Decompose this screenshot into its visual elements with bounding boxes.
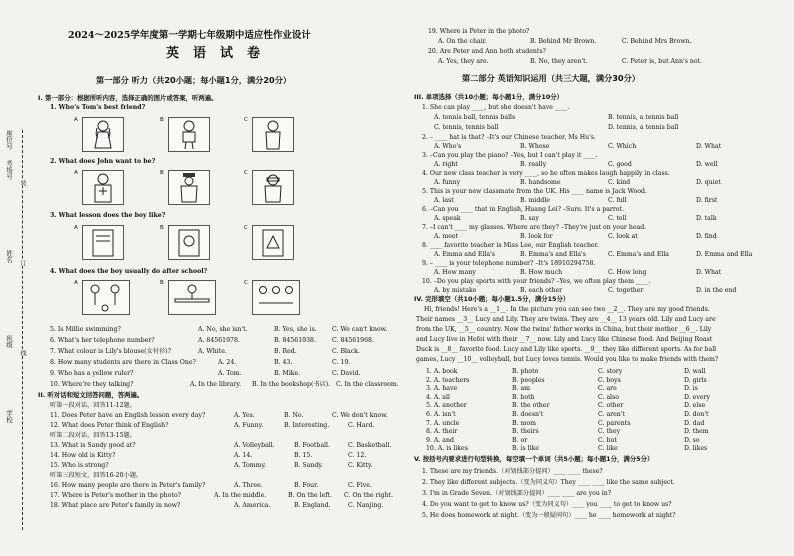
mc-q5-option-b[interactable]: B. middle — [520, 197, 550, 204]
q10-option-a[interactable]: A. In the library. — [190, 381, 242, 388]
mc-q2-option-c[interactable]: C. Which — [608, 143, 637, 150]
cloze-q1-option-c[interactable]: C. story — [598, 368, 623, 375]
mc-q1-option-a[interactable]: A. tennis ball, tennis balls — [434, 114, 516, 121]
mc-q4-option-a[interactable]: A. funny — [434, 179, 461, 186]
cloze-q1-option-b[interactable]: B. photo — [512, 368, 539, 375]
q2-picture-a — [82, 170, 124, 205]
cloze-line: from the UK, __5__ country. Now the twins' father works in China, but their mother __6__. Lily — [416, 326, 712, 333]
q20-option-b[interactable]: B. No, they aren't. — [530, 58, 588, 65]
q8-text: 8. How many students are there in Class One? — [50, 359, 196, 366]
q12-option-c[interactable]: C. Hard. — [348, 422, 375, 429]
mc-q4-text: 4. Our new class teacher is very ____, so he often makes laugh happily in class. — [422, 170, 670, 177]
cloze-q6-option-c[interactable]: C. aren't — [598, 411, 625, 418]
q16-text: 16. How many people are there in Peter's family? — [50, 482, 206, 489]
q7-option-a[interactable]: A. White. — [198, 348, 227, 355]
part1-heading: 第一部分 听力（共20小题；每小题1分，满分20分） — [96, 75, 292, 85]
cloze-q4-option-c[interactable]: C. also — [598, 393, 620, 401]
cloze-q10-option-c[interactable]: C. like — [598, 445, 618, 453]
q13-option-c[interactable]: C. Basketball. — [348, 442, 392, 449]
q2-label-b: B — [160, 170, 164, 176]
cloze-q8-option-c[interactable]: C. they — [598, 428, 621, 436]
mc-q9-text: 9. – ____ is your telephone number? –It's 18910294758. — [422, 260, 596, 267]
cut-label-3: 装 — [19, 180, 26, 186]
mc-q8-option-b[interactable]: B. Emma's and Ella's — [520, 251, 586, 258]
q5-option-b[interactable]: B. Yes, she is. — [274, 326, 317, 333]
q9-option-a[interactable]: A. Tom. — [218, 370, 242, 377]
cloze-q7-option-a[interactable]: 7. A. uncle — [426, 419, 460, 427]
mc-q7-option-d[interactable]: D. find — [696, 233, 717, 240]
mc-q5-text: 5. This is your new classmate from the UK. His ____ name is Jack Wood. — [422, 188, 647, 195]
q8-option-a[interactable]: A. 24. — [218, 359, 237, 366]
q5-option-a[interactable]: A. No, she isn't. — [198, 326, 248, 333]
play-football-icon — [83, 281, 129, 314]
transform-q2: 2. They like different subjects.（变为同义句）They ____ ____ like the same subject. — [422, 479, 675, 486]
cloze-q3-option-d[interactable]: D. is — [684, 385, 698, 393]
q18-option-a[interactable]: A. America. — [234, 502, 271, 509]
mc-q10-option-b[interactable]: B. each other — [520, 287, 563, 294]
q8-option-c[interactable]: C. 19. — [332, 359, 351, 366]
q3-picture-c — [252, 225, 294, 260]
binding-label-class: 班级 — [5, 335, 13, 348]
q4-label-b: B — [160, 280, 164, 286]
q12-option-a[interactable]: A. Funny. — [234, 422, 264, 429]
book-icon — [253, 226, 293, 259]
cloze-q1-option-d[interactable]: D. wall — [684, 368, 706, 375]
cloze-line: and Lucy live in Hefei with their __7__ now. Lily and Lucy like Chinese food. And Beijing Roast — [416, 336, 713, 343]
mc-q3-option-c[interactable]: C. good — [608, 161, 632, 168]
cloze-q5-option-d[interactable]: D. else — [684, 402, 706, 410]
q3-picture-a — [82, 225, 124, 260]
q18-text: 18. What place are Peter's family in now? — [50, 502, 181, 509]
dialog1-note: 听第一段对话，回答11-12题。 — [50, 402, 136, 409]
cut-label-2: 订 — [19, 260, 26, 266]
q4-label-c: C — [244, 280, 248, 286]
sec4-instructions: IV. 完形填空（共10小题；每小题1.5分，满分15分） — [414, 295, 570, 303]
cloze-q6-option-d[interactable]: D. don't — [684, 411, 709, 418]
q17-option-c[interactable]: C. On the right. — [344, 492, 393, 499]
dialog2-note: 听第二段对话，回答13-15题。 — [50, 432, 136, 439]
q13-option-b[interactable]: B. Football. — [294, 442, 330, 449]
q19-option-c[interactable]: C. Behind Mrs Brown. — [622, 38, 692, 45]
q14-text: 14. How old is Kitty? — [50, 452, 116, 459]
cloze-q5-option-c[interactable]: C. other — [598, 402, 624, 410]
q7-option-b[interactable]: B. Red. — [274, 348, 297, 355]
cloze-q7-option-b[interactable]: B. mom — [512, 419, 536, 427]
mc-q2-option-b[interactable]: B. Whose — [520, 143, 550, 150]
q10-text: 10. Where're they talking? — [50, 381, 134, 388]
mc-q4-option-d[interactable]: D. quiet — [696, 179, 721, 186]
cloze-q10-option-d[interactable]: D. likes — [684, 445, 708, 453]
q12-option-b[interactable]: B. Interesting. — [284, 422, 330, 429]
cloze-q7-option-d[interactable]: D. dad — [684, 419, 705, 427]
q16-option-a[interactable]: A. Three. — [234, 482, 263, 489]
q14-option-a[interactable]: A. 14. — [234, 452, 253, 459]
mc-q6-text: 6. –Can you ____ that in English, Huang Lei? –Sure. It's a parrot. — [422, 206, 624, 213]
q2-picture-c — [252, 170, 294, 205]
mc-q9-option-a[interactable]: A. How many — [434, 269, 476, 276]
q11-text: 11. Does Peter have an English lesson every day? — [50, 412, 206, 419]
q2-picture-b — [168, 170, 210, 205]
q1-label-a: A — [74, 117, 78, 123]
q7-option-c[interactable]: C. Black. — [332, 348, 360, 355]
q18-option-c[interactable]: C. Nanjing. — [348, 502, 384, 509]
mc-q8-option-d[interactable]: D. Emma and Ella — [696, 251, 753, 258]
q1-text: 1. Who's Tom's best friend? — [50, 104, 146, 111]
q11-option-a[interactable]: A. Yes. — [234, 412, 255, 419]
binding-margin — [2, 130, 36, 530]
cloze-q2-option-d[interactable]: D. girls — [684, 376, 707, 384]
teacher-icon — [253, 171, 293, 204]
q9-text: 9. Who has a yellow ruler? — [50, 370, 134, 377]
book-icon — [169, 226, 209, 259]
sec1-instructions: I. 第一部分：根据所听内容，选择正确的图片或答案，听两遍。 — [38, 94, 218, 102]
transform-q4: 4. Do you want to get to know us?（变为同义句）____ you ____ to get to know us? — [422, 501, 672, 508]
mc-q6-option-a[interactable]: A. speak — [434, 215, 461, 222]
mc-q1-option-c[interactable]: C. tennis, tennis ball — [434, 124, 499, 131]
police-icon — [169, 171, 209, 204]
cloze-q8-option-a[interactable]: 8. A. their — [426, 428, 458, 436]
q20-option-a[interactable]: A. Yes, they are. — [438, 58, 489, 65]
q3-label-c: C — [244, 225, 248, 231]
q16-option-b[interactable]: B. Four. — [294, 482, 319, 489]
cloze-q6-option-a[interactable]: 6. A. isn't — [426, 411, 456, 418]
binding-label-school: 学校 — [5, 410, 13, 423]
q3-label-a: A — [74, 225, 78, 231]
mc-q8-text: 8. ____ favorite teacher is Miss Lee, our English teacher. — [422, 242, 599, 249]
mc-q9-option-d[interactable]: D. What — [696, 269, 722, 276]
mc-q8-option-a[interactable]: A. Emma and Ella's — [434, 251, 495, 258]
cloze-q2-option-c[interactable]: C. boys — [598, 376, 621, 384]
mc-q3-option-a[interactable]: A. right — [434, 161, 458, 168]
q11-option-b[interactable]: B. No. — [284, 412, 304, 419]
sec2-instructions: II. 听对话和短文回答问题，答两遍。 — [38, 391, 144, 399]
cloze-q8-option-d[interactable]: D. them — [684, 428, 709, 436]
mc-q6-option-c[interactable]: C. tell — [608, 215, 627, 222]
binding-label-name: 姓名 — [5, 250, 13, 263]
mc-q5-option-d[interactable]: D. first — [696, 197, 718, 204]
sec3-instructions: III. 单项选择（共10小题；每小题1分，满分10分） — [414, 93, 564, 101]
q15-text: 15. Who is strong? — [50, 462, 109, 469]
q6-option-c[interactable]: C. 84561968. — [332, 337, 374, 344]
man-figure-icon — [253, 118, 293, 151]
cloze-line: games, Lucy __10__ volleyball, but Lucy loves tennis. Would you like to make friends with them? — [416, 356, 719, 363]
q4-picture-c — [252, 280, 300, 315]
cloze-q5-option-a[interactable]: 5. A. another — [426, 402, 467, 410]
exam-title: 2024～2025学年度第一学期七年级期中适应性作业设计 — [68, 30, 311, 41]
mc-q10-text: 10. –Do you play sports with your friends? –Yes, we often play them ____. — [422, 278, 651, 285]
sec5-instructions: V. 按括号内要求进行句型转换，每空填一个单词（共5小题；每小题1分，满分5分） — [414, 455, 654, 463]
q15-option-b[interactable]: B. Sandy. — [294, 462, 323, 469]
mc-q4-option-b[interactable]: B. handsome — [520, 179, 561, 186]
cut-label-1: 线 — [19, 350, 26, 356]
mc-q7-option-c[interactable]: C. look at — [608, 233, 638, 240]
cloze-line: Hi, friends! Here's a __1__. In the picture you can see two __2__. They are my good friends. — [424, 306, 710, 313]
mc-q6-option-d[interactable]: D. talk — [696, 215, 717, 222]
cloze-q9-option-b[interactable]: B. or — [512, 436, 528, 444]
cloze-q9-option-d[interactable]: D. so — [684, 436, 700, 444]
cloze-q4-option-a[interactable]: 4. A. all — [426, 393, 450, 401]
mc-q9-option-b[interactable]: B. How much — [520, 269, 563, 276]
mc-q3-option-b[interactable]: B. really — [520, 161, 547, 168]
q3-text: 3. What lesson does the boy like? — [50, 212, 166, 219]
doctor-icon — [83, 171, 123, 204]
q16-option-c[interactable]: C. Five. — [348, 482, 372, 489]
q14-option-b[interactable]: B. 15. — [294, 452, 313, 459]
q5-text: 5. Is Millie swimming? — [50, 326, 121, 333]
cloze-q9-option-c[interactable]: C. but — [598, 436, 617, 444]
exam-subtitle: 英语试卷 — [166, 46, 275, 61]
mc-q10-option-a[interactable]: A. by mistake — [434, 287, 477, 294]
cloze-q3-option-b[interactable]: B. am — [512, 385, 531, 393]
group-play-icon — [253, 281, 299, 314]
transform-q1: 1. These are my friends.（对划线部分提问）____ ____ these? — [422, 468, 603, 475]
cloze-q2-option-b[interactable]: B. peoples — [512, 376, 545, 384]
q12-text: 12. What does Peter think of English? — [50, 422, 169, 429]
transform-q3: 3. I'm in Grade Seven.（对划线部分提问）____ ____ are you in? — [422, 490, 612, 497]
mc-q5-option-a[interactable]: A. last — [434, 197, 454, 204]
q4-picture-b — [168, 280, 216, 315]
cloze-q10-option-b[interactable]: B. is like — [512, 445, 539, 453]
q9-option-c[interactable]: C. David. — [332, 370, 361, 377]
mc-q2-option-d[interactable]: D. What — [696, 143, 722, 150]
q18-option-b[interactable]: B. England. — [294, 502, 331, 509]
cloze-q3-option-c[interactable]: C. are — [598, 385, 617, 393]
mc-q2-text: 2. – ____ hat is that? –It's our Chinese teacher, Ms Hu's. — [422, 134, 596, 141]
cloze-line: Duck is __8__ favorite food. Lucy and Lily like sports. __9__ they like different sports. As for ball — [416, 346, 717, 353]
q4-text: 4. What does the boy usually do after school? — [50, 268, 208, 275]
cloze-q1-option-a[interactable]: 1. A. book — [426, 368, 458, 375]
q15-option-a[interactable]: A. Tommy. — [234, 462, 267, 469]
girl-figure-icon — [83, 118, 123, 151]
mc-q1-option-b[interactable]: B. tennis, a tennis ball — [608, 114, 679, 121]
part2-heading: 第二部分 英语知识运用（共三大题，满分30分） — [462, 73, 640, 83]
book-icon — [83, 226, 123, 259]
mc-q4-option-c[interactable]: C. kind — [608, 179, 631, 186]
cloze-q2-option-a[interactable]: 2. A. teachers — [426, 376, 470, 384]
cut-line — [22, 130, 23, 530]
mc-q7-option-b[interactable]: B. look for — [520, 233, 553, 240]
q1-label-b: B — [160, 117, 164, 123]
q6-option-b[interactable]: B. 84561938. — [274, 337, 316, 344]
q1-picture-a — [82, 117, 124, 152]
q13-text: 13. What is Sandy good at? — [50, 442, 136, 449]
q6-option-a[interactable]: A. 84561978. — [198, 337, 240, 344]
q3-picture-b — [168, 225, 210, 260]
q20-option-c[interactable]: C. Peter is, but Ann's not. — [622, 58, 702, 65]
cloze-q6-option-b[interactable]: B. doesn't — [512, 411, 544, 418]
mc-q5-option-c[interactable]: C. full — [608, 197, 627, 204]
q3-label-b: B — [160, 225, 164, 231]
cloze-q4-option-b[interactable]: B. both — [512, 393, 535, 401]
q10-option-b[interactable]: B. In the bookshop(书店). — [252, 381, 331, 388]
mc-q10-option-d[interactable]: D. in the end — [696, 287, 737, 294]
mc-q3-text: 3. –Can you play the piano? –Yes, but I can't play it ____. — [422, 152, 598, 159]
q11-option-c[interactable]: C. We don't know. — [332, 412, 388, 419]
q13-option-a[interactable]: A. Volleyball. — [234, 442, 275, 449]
q17-option-b[interactable]: B. On the left. — [288, 492, 332, 499]
q20-text: 20. Are Peter and Ann both students? — [428, 48, 546, 55]
mc-q8-option-c[interactable]: C. Emma's and Ella — [608, 251, 669, 258]
q2-text: 2. What does John want to be? — [50, 158, 156, 165]
mc-q2-option-a[interactable]: A. Who's — [434, 143, 462, 150]
mc-q1-option-d[interactable]: D. tennis, a tennis ball — [608, 124, 679, 131]
mc-q1-text: 1. She can play ____, but she doesn't have ____. — [422, 104, 570, 111]
cloze-q3-option-a[interactable]: 3. A. have — [426, 385, 458, 393]
q19-option-a[interactable]: A. On the chair. — [438, 38, 487, 45]
q5-option-c[interactable]: C. We can't know. — [332, 326, 388, 333]
q15-option-c[interactable]: C. Kitty. — [348, 462, 373, 469]
q7-text: 7. What colour is Lily's blouse(女衬衫)? — [50, 348, 171, 355]
binding-label-room: 考场号 — [5, 160, 13, 180]
q19-option-b[interactable]: B. Behind Mr Brown. — [530, 38, 597, 45]
cloze-q8-option-b[interactable]: B. theirs — [512, 428, 539, 436]
q2-label-c: C — [244, 170, 248, 176]
mc-q7-text: 7. –I can't ____ my glasses. Where are they? –They're just on your head. — [422, 224, 647, 231]
q6-text: 6. What's her telephone number? — [50, 337, 155, 344]
q14-option-c[interactable]: C. 12. — [348, 452, 367, 459]
boy-figure-icon — [169, 118, 209, 151]
q1-label-c: C — [244, 117, 248, 123]
binding-label-seat: 座位号 — [5, 130, 13, 150]
study-desk-icon — [169, 281, 215, 314]
q9-option-b[interactable]: B. Mike. — [274, 370, 301, 377]
cloze-q7-option-c[interactable]: C. parents — [598, 419, 631, 427]
mc-q6-option-b[interactable]: B. say — [520, 215, 539, 222]
mc-q10-option-c[interactable]: C. together — [608, 287, 644, 294]
mc-q3-option-d[interactable]: D. well — [696, 161, 718, 168]
q19-text: 19. Where is Peter in the photo? — [428, 28, 530, 35]
cloze-q9-option-a[interactable]: 9. A. and — [426, 436, 454, 444]
q2-label-a: A — [74, 170, 78, 176]
cloze-q10-option-a[interactable]: 10. A. is likes — [426, 445, 468, 453]
q8-option-b[interactable]: B. 43. — [274, 359, 293, 366]
mc-q7-option-a[interactable]: A. meet — [434, 233, 459, 240]
q17-option-a[interactable]: A. In the middle. — [214, 492, 267, 499]
q10-option-c[interactable]: C. In the classroom. — [336, 381, 399, 388]
transform-q5: 5. He does homework at night.（变为一般疑问句）____ he ____ homework at night? — [422, 512, 676, 519]
q17-text: 17. Where is Peter's mother in the photo? — [50, 492, 181, 499]
q1-picture-c — [252, 117, 294, 152]
q4-label-a: A — [74, 280, 78, 286]
q4-picture-a — [82, 280, 130, 315]
cloze-line: Their names __3__ Lucy and Lily. They are twins. They are __4__ 13 years old. Lily and Lucy are — [416, 316, 716, 323]
cloze-q4-option-d[interactable]: D. every — [684, 393, 710, 401]
cloze-q5-option-b[interactable]: B. the other — [512, 402, 550, 410]
passage3-note: 听第三段短文，回答16-20小题。 — [50, 472, 143, 479]
q1-picture-b — [168, 117, 210, 152]
mc-q9-option-c[interactable]: C. How long — [608, 269, 647, 276]
